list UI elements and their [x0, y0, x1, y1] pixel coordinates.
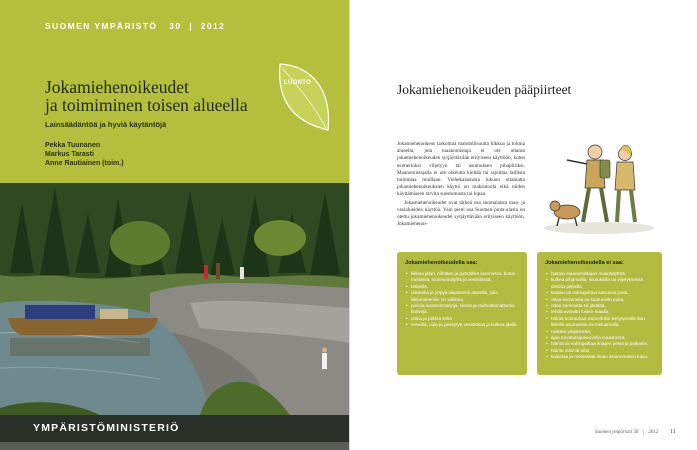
list-item: • retkeillä,	[406, 284, 522, 290]
leaf-badge-icon	[272, 62, 334, 132]
list-item: • oleskella ja yöpyä tilapäisesti alueella, jolla liikkuminenkin on sallittua,	[406, 290, 522, 303]
list-item: • kalastaa ja metsästää ilman asianomaisia lupia.	[546, 354, 657, 360]
author: Pekka Tuunanen	[45, 142, 101, 149]
author: Anne Rautiainen (toim.)	[45, 160, 124, 167]
list-item: • kaataa tai vahingoittaa kasvavia puita,	[546, 290, 657, 296]
allowed-list	[406, 271, 522, 329]
list-item: • roskata ympäristöä,	[546, 329, 657, 335]
cover-title-line1: Jokamiehenoikeudet	[45, 77, 189, 97]
allowed-box-title: Jokamiehenoikeudella saa:	[405, 260, 478, 266]
list-item: • häiritä eläimiä eikä	[546, 348, 657, 354]
list-item: • tehdä avotulta toisen maalla,	[546, 309, 657, 315]
cover-subtitle: Lainsäädäntöä ja hyviä käytäntöjä	[45, 120, 167, 129]
body-text	[397, 141, 525, 229]
list-item: • kulkea pihamailla, istutuksilla tai viljelyksessä olevilla pelloilla,	[546, 277, 657, 290]
inner-page	[349, 0, 697, 450]
allowed-activities-box	[397, 252, 527, 375]
series-year: 2012	[200, 21, 226, 31]
series-name: SUOMEN YMPÄRISTÖ	[45, 21, 158, 31]
list-item: • poimia luonnonmarjoja, sieniä ja rauhoittamattomia kasveja,	[406, 303, 522, 316]
footer-number: 30	[633, 430, 639, 435]
list-item: • ajaa moottoriajoneuvolla maastossa,	[546, 335, 657, 341]
page-heading: Jokamiehenoikeuden pääpiirteet	[397, 82, 572, 97]
ministry-name: YMPÄRISTÖMINISTERIÖ	[33, 422, 180, 434]
footer-series: Suomen ympäristö	[595, 430, 633, 435]
cover-title-line2: ja toimiminen toisen alueella	[45, 95, 248, 115]
page-number: 11	[670, 429, 676, 435]
paragraph: Jokamiehenoikeudet ovat tärkeä osa suomalaista maa- ja vesialueiden käyttöä. Vain pieni osa Suomen pinta-alasta on otettu jokamiehenoikeudet syrjäyttävään erityiseen käyttöön. Jokamiehenoi-	[397, 199, 525, 228]
lake-landscape-image	[0, 183, 349, 415]
series-number: 30	[169, 21, 182, 31]
list-item: • häiritä tai vahingoittaa lintujen pesiä ja poikasia,	[546, 341, 657, 347]
prohibited-activities-box	[537, 252, 662, 375]
list-item: • haitata maanomistajan maankäyttöä,	[546, 271, 657, 277]
list-item: • ottaa sammalta tai jäkälää,	[546, 303, 657, 309]
prohibited-list	[546, 271, 657, 361]
bottom-strip	[0, 442, 349, 450]
list-item: • häiritä kotirauhaa esimerkiksi leiriytymällä liian lähelle asumuksia tai meluamalla,	[546, 316, 657, 329]
hikers-with-dog-icon	[537, 130, 662, 238]
author-list	[45, 141, 124, 168]
series-separator: |	[189, 21, 194, 31]
list-item: • liikkua jalan, hiihtäen ja pyöräillen luonnossa, kuten metsissä, luonnonniityillä ja vesistöissä,	[406, 271, 522, 284]
ministry-bar	[0, 415, 349, 442]
footer-separator: |	[642, 430, 644, 435]
cover-photo	[0, 183, 349, 415]
footer-year: 2012	[648, 430, 659, 435]
author: Markus Tarasti	[45, 151, 94, 158]
page-footer	[595, 430, 658, 435]
paragraph: Jokamiehenoikeus tarkoittaa mahdollisuutta liikkua ja toimia alueella, jota maanomistaja ei ole ottanut jokamiehenoikeuden syrjäyttävään erityiseen käyttöön, kuten esimerkiksi viljelyyn tai asumuksen pihapiiriksi. Maanomistajalla ei ole oikeutta kieltää tai rajoittaa laillista toimintaa muillaan. Viehekalastusta lukuun ottamatta jokamiehenoikeuksien käyttö on maksutonta eikä niiden käyttämiseen tarvita suostumusta tai lupaa.	[397, 141, 525, 198]
list-item: • ottaa kuivuneita tai kaatuneita puita,	[546, 297, 657, 303]
badge-label: LUONTO	[284, 80, 312, 86]
prohibited-box-title: Jokamiehenoikeudella ei saa:	[545, 260, 624, 266]
cover-title	[45, 78, 275, 114]
series-line	[45, 21, 225, 31]
list-item: • veneillä, uida ja peseytyä vesistössä ja kulkea jäällä.	[406, 322, 522, 328]
list-item: • onkia ja pilkkiä sekä	[406, 316, 522, 322]
